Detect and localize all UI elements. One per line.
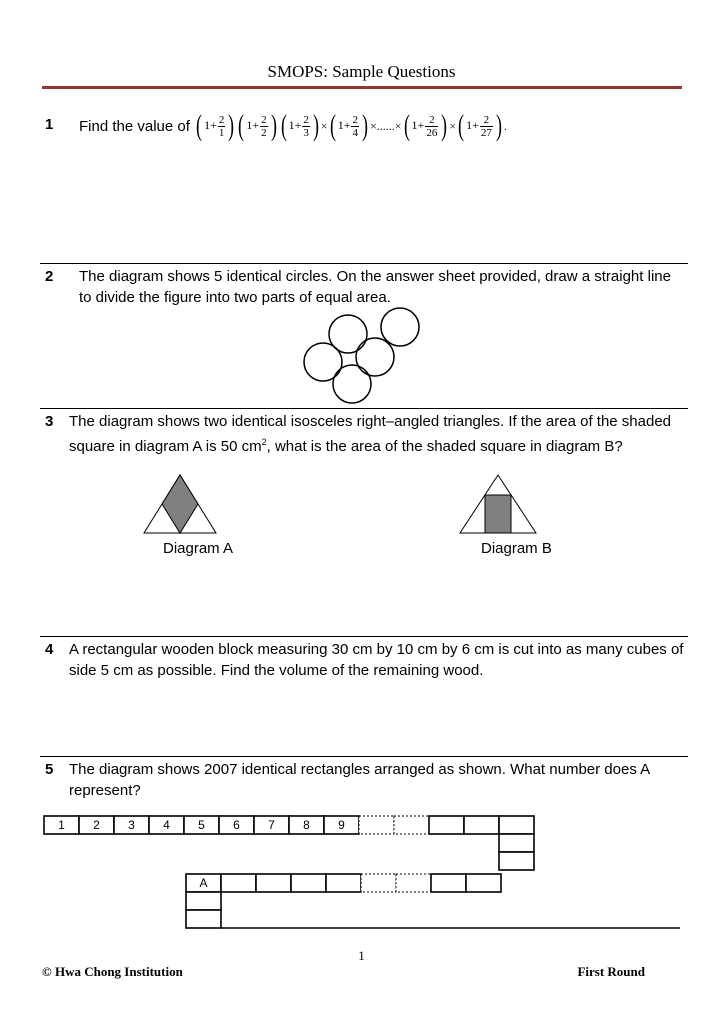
fraction-denominator: 4 xyxy=(352,126,358,139)
times-sign: × xyxy=(394,118,402,133)
grid-rectangle-continuation xyxy=(394,816,429,834)
question-4-text: A rectangular wooden block measuring 30 cm by 10 cm by 6 cm is cut into as many cubes of side 5 cm as possible. Find the volume of the remaining wood. xyxy=(69,641,684,679)
grid-rectangle-continuation xyxy=(359,816,394,834)
open-paren: ( xyxy=(329,109,336,142)
diagram-b-caption: Diagram B xyxy=(481,540,552,557)
open-paren: ( xyxy=(403,109,410,142)
rectangle-label-5: 5 xyxy=(198,818,205,832)
close-paren: ) xyxy=(361,109,368,142)
term-one: 1 xyxy=(246,117,253,132)
close-paren: ) xyxy=(228,109,235,142)
rectangle-label-4: 4 xyxy=(163,818,170,832)
times-sign: × xyxy=(449,118,457,133)
grid-rectangle-vertical xyxy=(186,910,221,928)
question-3-superscript: 2 xyxy=(261,437,267,447)
grid-rectangle-continuation xyxy=(396,874,431,892)
page-number: 1 xyxy=(358,948,365,963)
question-2-text: The diagram shows 5 identical circles. On the answer sheet provided, draw a straight line to divide the figure into two parts of equal area. xyxy=(79,268,671,306)
question-3-text-part1: The diagram shows two identical isosceles right–angled triangles. If the area of the shaded square in diagram A is 50 cm xyxy=(69,413,672,455)
fraction-numerator: 2 xyxy=(425,114,438,127)
grid-rectangle-vertical xyxy=(499,834,534,852)
rectangle-label-3: 3 xyxy=(128,818,135,832)
fraction-denominator: 1 xyxy=(218,126,225,139)
grid-rectangle xyxy=(221,874,256,892)
diagram-a-caption: Diagram A xyxy=(163,540,234,557)
open-paren: ( xyxy=(458,109,465,142)
grid-rectangle-continuation xyxy=(361,874,396,892)
plus-sign: + xyxy=(252,117,260,132)
rectangle-label-1: 1 xyxy=(58,818,65,832)
times-sign: × xyxy=(369,118,377,133)
fraction-denominator: 3 xyxy=(303,126,309,139)
grid-rectangle xyxy=(429,816,464,834)
plus-sign: + xyxy=(294,117,302,132)
ellipsis: ...... xyxy=(376,118,395,133)
term-one: 1 xyxy=(337,117,344,132)
close-paren: ) xyxy=(495,109,502,142)
close-paren: ) xyxy=(312,109,319,142)
grid-rectangle xyxy=(464,816,499,834)
rectangle-label-8: 8 xyxy=(303,818,310,832)
period: . xyxy=(503,118,507,133)
rectangle-label-7: 7 xyxy=(268,818,275,832)
footer-round: First Round xyxy=(577,964,645,979)
fraction-numerator: 2 xyxy=(261,113,267,126)
term-one: 1 xyxy=(411,117,418,132)
grid-rectangle xyxy=(291,874,326,892)
term-one: 1 xyxy=(204,117,211,132)
rectangle-label-6: 6 xyxy=(233,818,240,832)
plus-sign: + xyxy=(417,117,425,132)
open-paren: ( xyxy=(238,109,245,142)
plus-sign: + xyxy=(472,117,479,132)
rectangle-label-a: A xyxy=(199,876,208,890)
grid-rectangle xyxy=(499,816,534,834)
question-3-text-part2: , what is the area of the shaded square in diagram B? xyxy=(266,438,623,455)
fraction-denominator: 27 xyxy=(480,126,492,139)
grid-rectangle xyxy=(431,874,466,892)
fraction-numerator: 2 xyxy=(352,113,358,126)
question-1-number: 1 xyxy=(45,116,54,133)
question-5-text: The diagram shows 2007 identical rectangles arranged as shown. What number does A represent? xyxy=(69,761,650,799)
fraction-numerator: 2 xyxy=(480,114,493,127)
footer-copyright: © Hwa Chong Institution xyxy=(42,964,183,979)
rectangle-label-9: 9 xyxy=(338,818,345,832)
term-one: 1 xyxy=(288,117,295,132)
plus-sign: + xyxy=(210,117,217,132)
grid-rectangle xyxy=(466,874,501,892)
question-1-lead: Find the value of xyxy=(79,117,190,135)
close-paren: ) xyxy=(441,109,448,142)
page-title: SMOPS: Sample Questions xyxy=(267,62,456,81)
rectangle-label-2: 2 xyxy=(93,818,100,832)
open-paren: ( xyxy=(196,109,203,142)
times-sign: × xyxy=(320,118,328,133)
fraction-denominator: 26 xyxy=(426,126,438,139)
grid-rectangle xyxy=(256,874,291,892)
plus-sign: + xyxy=(343,117,351,132)
question-4-number: 4 xyxy=(45,641,54,658)
fraction-denominator: 2 xyxy=(261,126,267,139)
fraction-numerator: 2 xyxy=(218,113,225,126)
grid-rectangle-vertical xyxy=(186,892,221,910)
question-5-number: 5 xyxy=(45,761,54,778)
question-3-number: 3 xyxy=(45,413,54,430)
term-one: 1 xyxy=(466,117,473,132)
grid-rectangle-vertical xyxy=(499,852,534,870)
close-paren: ) xyxy=(270,109,277,142)
question-2-number: 2 xyxy=(45,268,54,285)
open-paren: ( xyxy=(280,109,287,142)
fraction-numerator: 2 xyxy=(303,113,309,126)
grid-rectangle xyxy=(326,874,361,892)
